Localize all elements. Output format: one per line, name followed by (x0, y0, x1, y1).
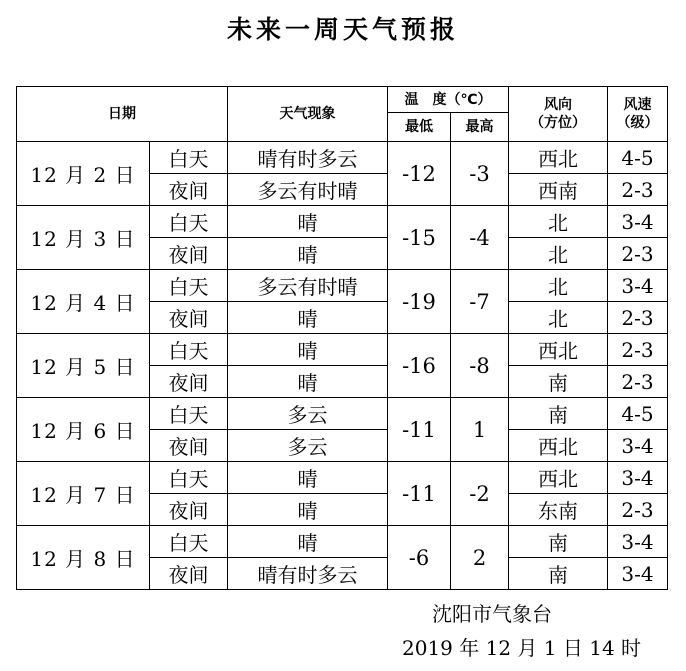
min-temp-cell: -12 (388, 142, 451, 206)
period-cell: 白天 (150, 526, 228, 558)
wind-direction-cell: 西北 (509, 430, 608, 462)
date-cell: 12 月 5 日 (17, 334, 150, 398)
wind-speed-cell: 4-5 (608, 398, 668, 430)
wind-speed-cell: 2-3 (608, 334, 668, 366)
header-temperature: 温 度（℃） (388, 87, 509, 113)
wind-speed-cell: 2-3 (608, 302, 668, 334)
table-row (17, 526, 668, 558)
table-row (17, 142, 668, 174)
min-temp-cell: -15 (388, 206, 451, 270)
header-wind-direction-line1: 风向 (544, 97, 573, 113)
header-date: 日期 (17, 87, 228, 142)
table-row (17, 206, 668, 238)
wind-direction-cell: 北 (509, 270, 608, 302)
period-cell: 夜间 (150, 494, 228, 526)
wind-direction-cell: 南 (509, 398, 608, 430)
header-wind-speed-line2: （级） (616, 115, 659, 131)
min-temp-cell: -11 (388, 462, 451, 526)
min-temp-cell: -19 (388, 270, 451, 334)
period-cell: 夜间 (150, 430, 228, 462)
date-cell: 12 月 8 日 (17, 526, 150, 590)
min-temp-cell: -16 (388, 334, 451, 398)
wind-speed-cell: 3-4 (608, 270, 668, 302)
period-cell: 夜间 (150, 558, 228, 590)
header-min-temp: 最低 (388, 113, 451, 142)
weather-cell: 晴 (228, 206, 388, 238)
header-weather-phenomenon: 天气现象 (228, 87, 388, 142)
wind-direction-cell: 南 (509, 558, 608, 590)
wind-direction-cell: 西北 (509, 142, 608, 174)
header-wind-direction (509, 87, 608, 142)
wind-direction-cell: 东南 (509, 494, 608, 526)
wind-direction-cell: 西北 (509, 334, 608, 366)
wind-direction-cell: 西北 (509, 462, 608, 494)
wind-speed-cell: 3-4 (608, 558, 668, 590)
min-temp-cell: -6 (388, 526, 451, 590)
header-wind-speed (608, 87, 668, 142)
wind-direction-cell: 南 (509, 366, 608, 398)
period-cell: 白天 (150, 398, 228, 430)
weather-cell: 多云 (228, 398, 388, 430)
table-row (17, 462, 668, 494)
max-temp-cell: -7 (451, 270, 509, 334)
wind-speed-cell: 3-4 (608, 430, 668, 462)
header-wind-speed-line1: 风速 (623, 97, 652, 113)
period-cell: 夜间 (150, 238, 228, 270)
wind-speed-cell: 2-3 (608, 366, 668, 398)
header-wind-direction-line2: （方位） (530, 115, 587, 131)
weather-cell: 多云有时晴 (228, 270, 388, 302)
period-cell: 白天 (150, 206, 228, 238)
date-cell: 12 月 7 日 (17, 462, 150, 526)
period-cell: 白天 (150, 334, 228, 366)
period-cell: 白天 (150, 270, 228, 302)
header-max-temp: 最高 (451, 113, 509, 142)
max-temp-cell: 1 (451, 398, 509, 462)
weather-cell: 晴有时多云 (228, 558, 388, 590)
wind-speed-cell: 2-3 (608, 238, 668, 270)
wind-speed-cell: 2-3 (608, 174, 668, 206)
period-cell: 夜间 (150, 174, 228, 206)
max-temp-cell: -8 (451, 334, 509, 398)
max-temp-cell: 2 (451, 526, 509, 590)
wind-speed-cell: 3-4 (608, 206, 668, 238)
issued-time: 2019 年 12 月 1 日 14 时 (402, 636, 642, 660)
weather-cell: 多云 (228, 430, 388, 462)
date-cell: 12 月 4 日 (17, 270, 150, 334)
period-cell: 夜间 (150, 366, 228, 398)
weather-cell: 晴有时多云 (228, 142, 388, 174)
period-cell: 白天 (150, 462, 228, 494)
wind-direction-cell: 西南 (509, 174, 608, 206)
date-cell: 12 月 3 日 (17, 206, 150, 270)
table-row (17, 334, 668, 366)
weather-cell: 晴 (228, 366, 388, 398)
period-cell: 夜间 (150, 302, 228, 334)
forecast-table (16, 86, 668, 590)
issuer: 沈阳市气象台 (432, 602, 552, 626)
period-cell: 白天 (150, 142, 228, 174)
table-row (17, 270, 668, 302)
wind-speed-cell: 3-4 (608, 526, 668, 558)
wind-speed-cell: 4-5 (608, 142, 668, 174)
table-row (17, 398, 668, 430)
wind-direction-cell: 北 (509, 238, 608, 270)
max-temp-cell: -2 (451, 462, 509, 526)
weather-cell: 多云有时晴 (228, 174, 388, 206)
wind-speed-cell: 2-3 (608, 494, 668, 526)
weather-cell: 晴 (228, 334, 388, 366)
weather-cell: 晴 (228, 526, 388, 558)
wind-speed-cell: 3-4 (608, 462, 668, 494)
wind-direction-cell: 北 (509, 302, 608, 334)
max-temp-cell: -3 (451, 142, 509, 206)
wind-direction-cell: 南 (509, 526, 608, 558)
wind-direction-cell: 北 (509, 206, 608, 238)
date-cell: 12 月 6 日 (17, 398, 150, 462)
min-temp-cell: -11 (388, 398, 451, 462)
page-title: 未来一周天气预报 (226, 15, 459, 44)
weather-cell: 晴 (228, 494, 388, 526)
weather-cell: 晴 (228, 238, 388, 270)
weather-cell: 晴 (228, 462, 388, 494)
date-cell: 12 月 2 日 (17, 142, 150, 206)
weather-cell: 晴 (228, 302, 388, 334)
max-temp-cell: -4 (451, 206, 509, 270)
